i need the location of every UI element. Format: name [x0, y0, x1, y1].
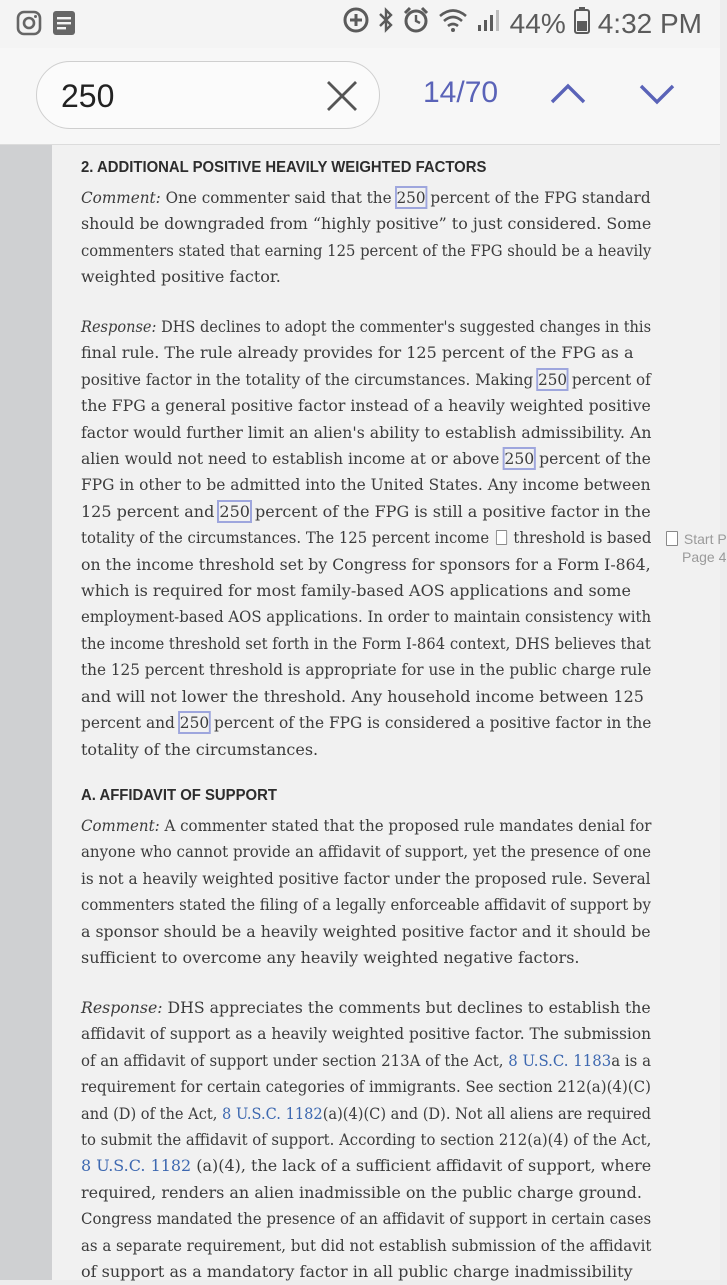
notes-app-icon [52, 10, 76, 41]
instagram-icon [16, 10, 42, 41]
status-bar [0, 0, 720, 48]
search-highlight: 250 [504, 449, 535, 469]
page-start-marker[interactable]: Start P Page 4 [664, 530, 727, 566]
find-search-box[interactable] [36, 61, 380, 129]
document-content[interactable] [52, 145, 727, 1282]
battery-icon [574, 6, 590, 41]
battery-percent: 44% [509, 7, 566, 39]
find-in-page-bar [0, 48, 720, 145]
comment-label: Comment: [81, 816, 160, 835]
search-highlight: 250 [219, 501, 250, 521]
response-label: Response: [81, 317, 157, 336]
page-break-icon [496, 530, 507, 545]
search-highlight: 250 [538, 369, 568, 389]
alarm-icon [402, 6, 430, 41]
data-saver-icon [342, 6, 370, 41]
usc-link[interactable]: 8 U.S.C. 1182 [81, 1156, 192, 1176]
clock: 4:32 PM [597, 7, 702, 39]
clear-search-button[interactable] [325, 79, 359, 113]
close-icon [325, 79, 359, 113]
response-paragraph-2: Response: DHS appreciates the comments but declines to establish the affidavit of support as a heavily weighted positive factor. The submission of an affidavit of support under section 213A of the Act, 8 U.S.C. 1183a is a requirement for certain categories of immigrants. See section 212(a)(4)(C) and (D) of the Act, 8 U.S.C. 1182(a)(4)(C) and (D). Not all aliens are required to submit the affidavit of support. According to section 212(a)(4) of the Act, 8 U.S.C. 1182 (a)(4), the lack of a sufficient affidavit of support, where required, renders an alien inadmissible on the public charge ground. Congress mandated the presence of an affidavit of support in certain cases as a separate requirement, but did not establish submission of the affidavit of support as a mandatory factor in all public charge inadmissibility [81, 998, 652, 1282]
usc-link[interactable]: 8 U.S.C. 1182 [222, 1103, 323, 1123]
find-input[interactable] [59, 74, 313, 118]
match-count: 14/70 [423, 76, 499, 109]
section-heading: A. AFFIDAVIT OF SUPPORT [81, 787, 277, 804]
document-icon [666, 531, 678, 546]
comment-paragraph-1: Comment: One commenter said that the 250 percent of the FPG standard should be downgraded from “highly positive” to just considered. Some commenters stated that earning 125 percent of the FPG should be a heavily weighted positive factor. [81, 188, 652, 287]
signal-icon [476, 7, 502, 40]
previous-match-button[interactable] [548, 74, 588, 114]
wifi-icon [438, 7, 468, 40]
chevron-up-icon [548, 74, 588, 114]
response-paragraph-1: Response: DHS declines to adopt the commenter's suggested changes in this final rule. The rule already provides for 125 percent of the FPG as a positive factor in the totality of the circumstances. Making 250 percent of the FPG a general positive factor instead of a heavily weighted positive factor would further limit an alien's ability to establish admissibility. An alien would not need to establish income at or above 250 percent of the FPG in other to be admitted into the United States. Any income between 125 percent and 250 percent of the FPG is still a positive factor in the totality of the circumstances. The 125 percent income threshold is based on the income threshold set by Congress for sponsors for a Form I-864, which is required for most family-based AOS applications and some employment-based AOS applications. In order to maintain consistency with the income threshold set forth in the Form I-864 context, DHS believes that the 125 percent threshold is appropriate for use in the public charge rule and will not lower the threshold. Any household income between 125 percent and 250 percent of the FPG is considered a positive factor in the totality of the circumstances. [81, 317, 652, 759]
usc-link[interactable]: 8 U.S.C. 1183 [508, 1050, 612, 1070]
search-highlight: 250 [396, 188, 426, 207]
left-margin [0, 145, 52, 1280]
next-match-button[interactable] [637, 74, 677, 114]
section-heading: 2. ADDITIONAL POSITIVE HEAVILY WEIGHTED FACTORS [81, 159, 487, 176]
response-label: Response: [81, 998, 163, 1017]
search-highlight: 250 [179, 713, 210, 733]
bluetooth-icon [378, 6, 394, 41]
comment-paragraph-2: Comment: A commenter stated that the proposed rule mandates denial for anyone who cannot provide an affidavit of support, yet the presence of one is not a heavily weighted positive factor under the proposed rule. Several commenters stated the filing of a legally enforceable affidavit of support by a sponsor should be a heavily weighted positive factor and it should be sufficient to overcome any heavily weighted negative factors. [81, 816, 652, 968]
chevron-down-icon [637, 74, 677, 114]
comment-label: Comment: [81, 188, 161, 207]
